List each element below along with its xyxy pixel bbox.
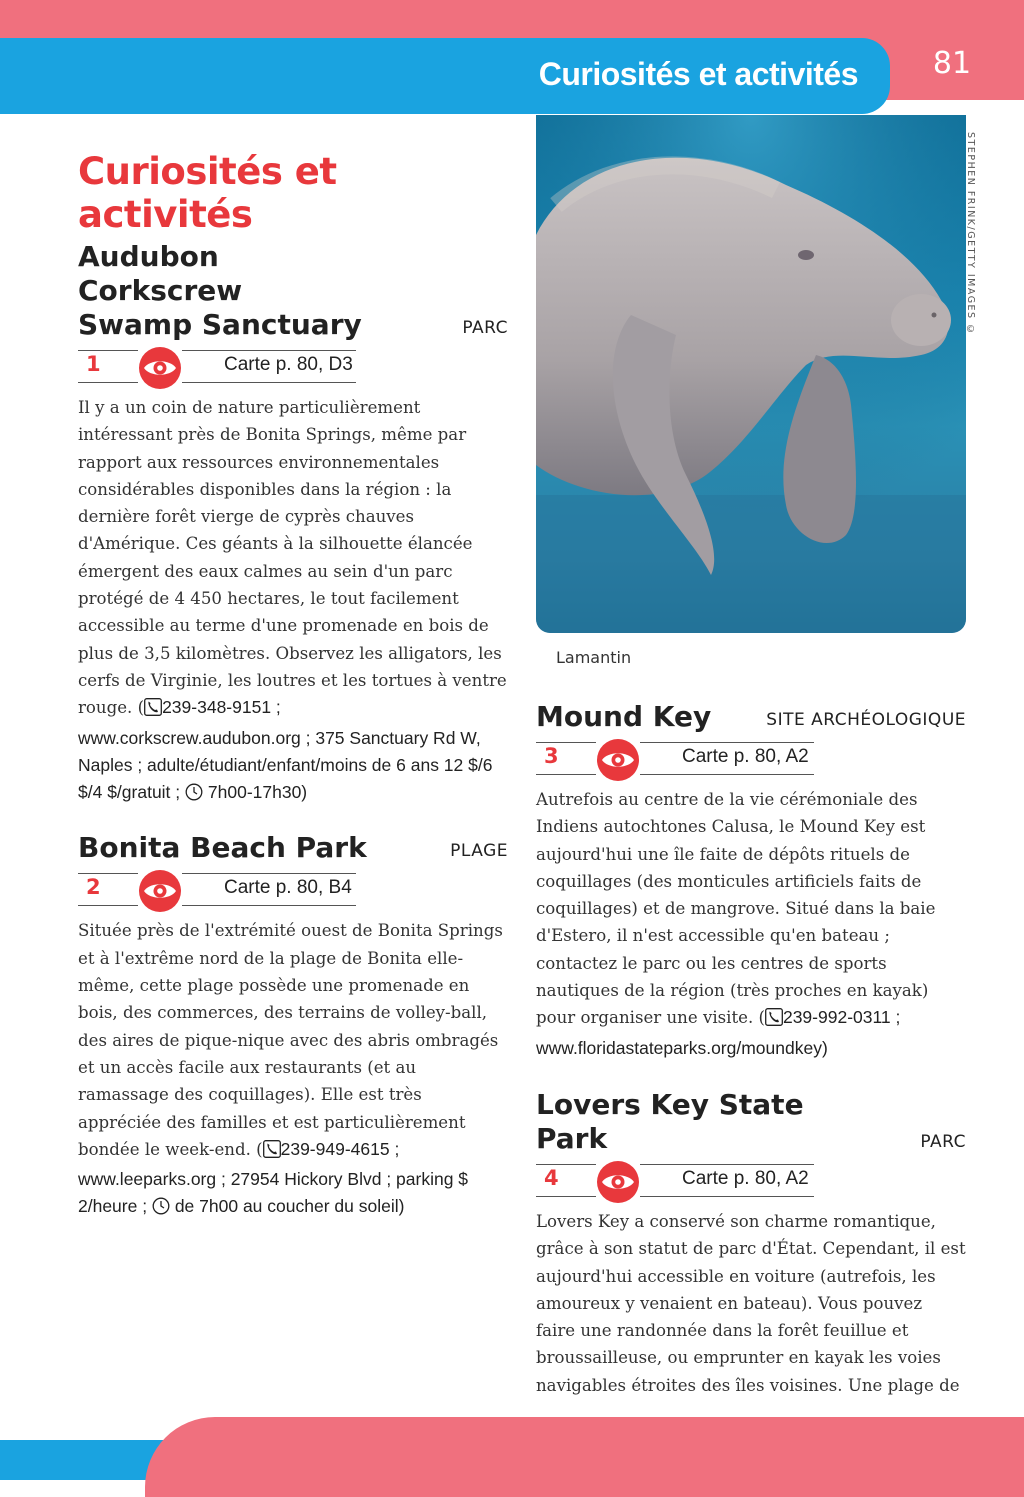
divider xyxy=(536,1164,814,1165)
map-reference xyxy=(78,348,358,386)
phone-icon xyxy=(765,1007,783,1034)
eye-icon xyxy=(138,869,182,913)
page-number: 81 xyxy=(932,46,972,81)
entry-title xyxy=(78,240,378,342)
header-title: Curiosités et activités xyxy=(538,56,858,92)
entry-mound-key xyxy=(536,700,966,1062)
manatee-illustration xyxy=(536,115,966,633)
divider xyxy=(78,905,356,906)
map-ref-text: Carte p. 80, D3 xyxy=(224,354,353,375)
section-heading: Curiosités et activités xyxy=(78,150,337,236)
entry-header xyxy=(536,700,966,734)
map-ref-text: Carte p. 80, A2 xyxy=(682,746,809,767)
entry-title: Bonita Beach Park xyxy=(78,831,367,865)
left-column xyxy=(78,150,508,1246)
map-ref-text: Carte p. 80, A2 xyxy=(682,1167,809,1189)
entry-number: 1 xyxy=(86,352,101,376)
eye-icon xyxy=(138,346,182,390)
entry-header xyxy=(536,1088,966,1156)
entry-header xyxy=(78,240,508,342)
description-text: Située près de l'extrémité ouest de Bonita Springs et à l'extrême nord de la plage de Bonita elle-même, cette plage possède une promenade en bois, des commerces, des terrains de volley-ball, des aires de pique-nique avec des abris ombragés et un accès facile aux restaurants (et au ramassage des coquillages). Elle est très appréciée des familles et est particulièrement bondée le week-end. ( xyxy=(78,921,503,1159)
entry-title: Mound Key xyxy=(536,700,712,733)
eye-icon xyxy=(596,1160,640,1204)
clock-icon xyxy=(152,1196,170,1223)
entry-number: 2 xyxy=(86,875,101,900)
description-text: Autrefois au centre de la vie cérémoniale des Indiens autochtones Calusa, le Mound Key est aujourd'hui une île faite de dépôts rituels de coquillages (des monticules artificiels faits de coquillages) et de mangrove. Situé dans la baie d'Estero, il n'est accessible qu'en bateau ; contactez le parc ou les centres de sports nautiques de la région (très proches en kayak) pour organiser une visite. ( xyxy=(536,790,936,1028)
map-reference xyxy=(536,740,816,778)
entry-title-line1: Audubon Corkscrew xyxy=(78,240,243,307)
entry-type: SITE ARCHÉOLOGIQUE xyxy=(766,710,966,730)
page-header xyxy=(0,38,890,114)
practical-info: 239-949-4615 ; www.leeparks.org ; 27954 Hickory Blvd ; parking $ 2/heure ; xyxy=(78,1138,469,1217)
bottom-decor-pink xyxy=(145,1417,1024,1497)
entry-title-line2: Swamp Sanctuary xyxy=(78,308,362,341)
divider xyxy=(536,742,814,743)
map-reference xyxy=(536,1162,816,1200)
opening-hours: 7h00-17h30) xyxy=(207,782,308,803)
divider xyxy=(536,1196,814,1197)
practical-info: 239-348-9151 ; www.corkscrew.audubon.org ; 375 Sanctuary Rd W, Naples ; adulte/étudiant/enfant/moins de 6 ans 12 $/6 $/4 $/gratuit ; xyxy=(78,697,493,803)
phone-icon xyxy=(263,1139,281,1166)
eye-icon xyxy=(596,738,640,782)
map-reference xyxy=(78,871,358,909)
entry-title: Lovers Key State Park xyxy=(536,1087,804,1155)
entry-number: 3 xyxy=(544,744,559,768)
description-text: Il y a un coin de nature particulièrement intéressant près de Bonita Springs, même par rapport aux ressources environnementales considérables disponibles dans la région : la dernière forêt vierge de cyprès chauves d'Amérique. Ces géants à la silhouette élancée émergent des eaux calmes au sein d'un parc protégé de 4 450 hectares, le tout facilement accessible au terme d'une promenade en bois de plus de 3,5 kilomètres. Observez les alligators, les cerfs de Virginie, les loutres et les tortues à ventre rouge. ( xyxy=(78,398,507,718)
clock-icon xyxy=(185,782,203,809)
divider xyxy=(536,774,814,775)
entry-header xyxy=(78,831,508,865)
right-column xyxy=(536,700,966,1421)
entry-description: Lovers Key a conservé son charme romantique, grâce à son statut de parc d'État. Cependant, il est aujourd'hui accessible en voiture (autrefois, les amoureux y venaient en bateau). Vous pouvez faire une randonnée dans la forêt feuillue et broussailleuse, ou emprunter en kayak les voies navigables étroites des îles voisines. Une plage de xyxy=(536,1211,966,1395)
opening-hours: de 7h00 au coucher du soleil) xyxy=(174,1196,405,1217)
entry-audubon xyxy=(78,240,508,809)
divider xyxy=(78,350,356,351)
divider xyxy=(78,382,356,383)
practical-info: 239-992-0311 ; www.floridastateparks.org/moundkey) xyxy=(536,1007,901,1058)
entry-type: PARC xyxy=(462,318,508,338)
manatee-photo xyxy=(536,115,966,633)
entry-description xyxy=(78,394,508,809)
entry-type: PARC xyxy=(920,1131,966,1152)
map-ref-text: Carte p. 80, B4 xyxy=(224,877,352,899)
entry-description xyxy=(536,786,966,1062)
entry-number: 4 xyxy=(544,1165,559,1190)
entry-bonita-beach xyxy=(78,831,508,1223)
photo-caption: Lamantin xyxy=(556,648,632,667)
divider xyxy=(78,873,356,874)
entry-lovers-key xyxy=(536,1088,966,1399)
entry-type: PLAGE xyxy=(450,841,508,862)
phone-icon xyxy=(144,697,162,724)
entry-description xyxy=(78,917,508,1223)
photo-credit: STEPHEN FRINK/GETTY IMAGES © xyxy=(965,132,976,337)
